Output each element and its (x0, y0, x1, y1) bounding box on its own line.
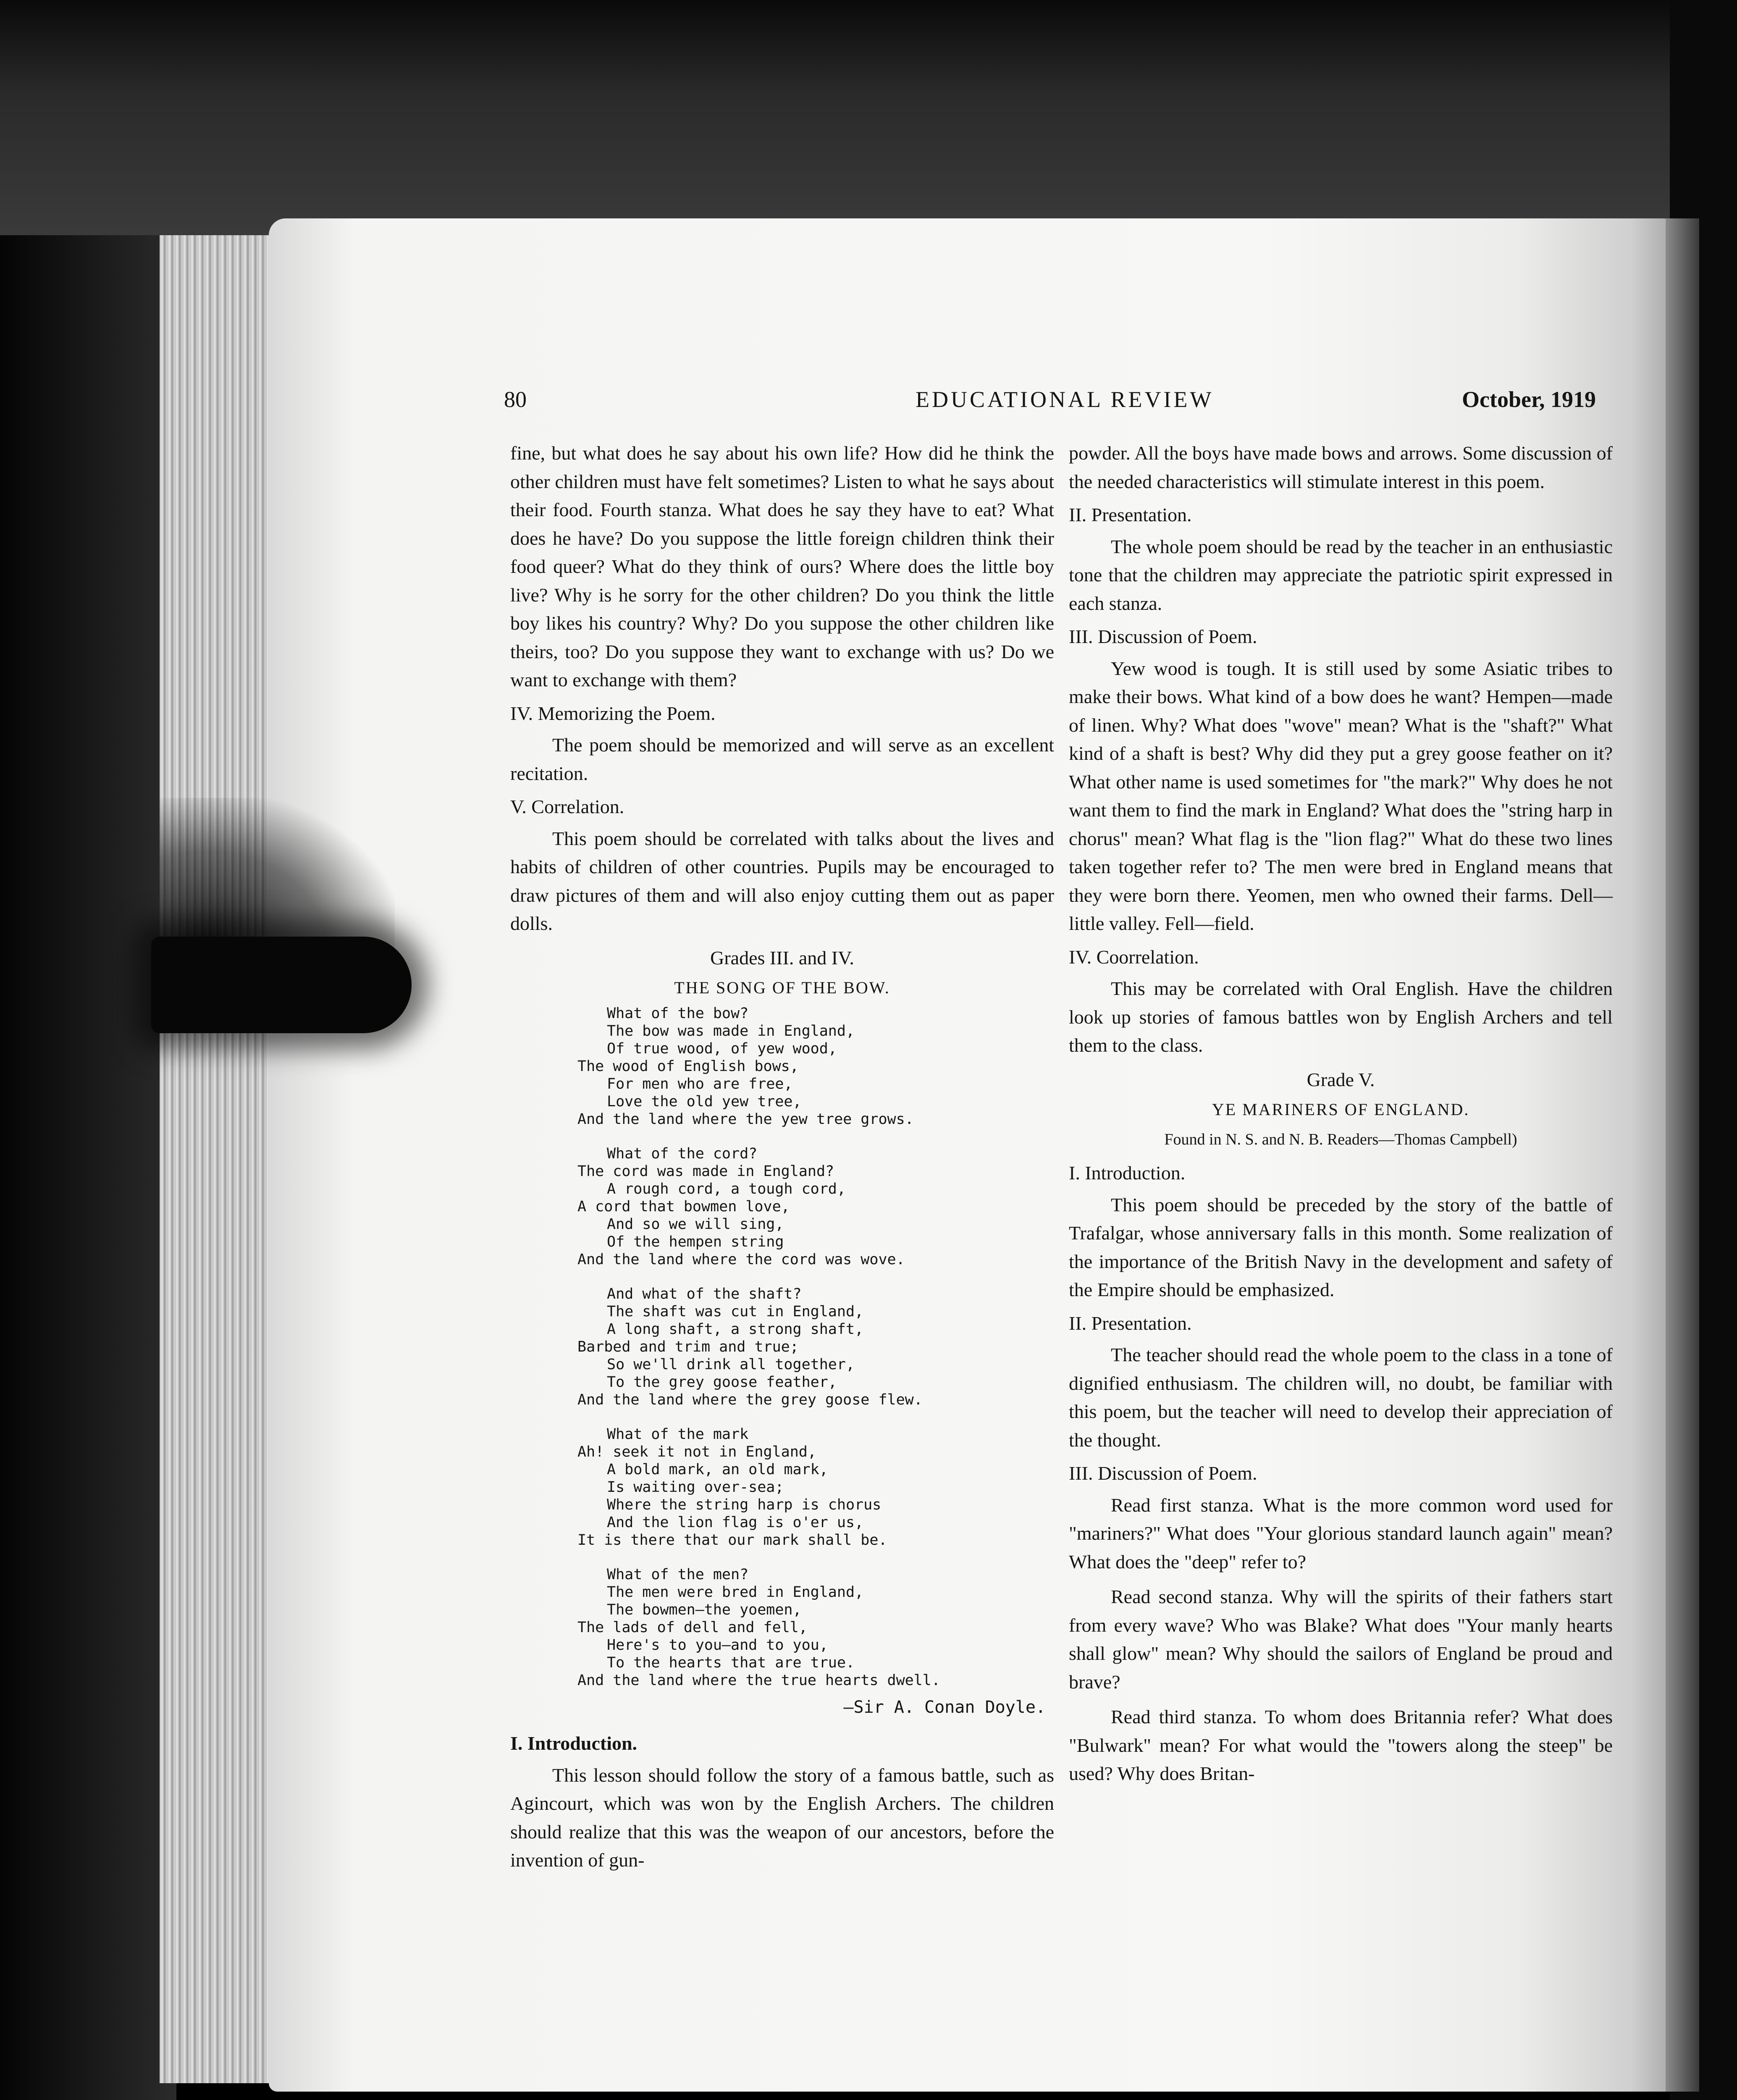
running-head (504, 386, 1596, 420)
poem-stanza (577, 1145, 1054, 1268)
poem-line: Here's to you—and to you, (607, 1636, 828, 1654)
poem-stanza (577, 1285, 1054, 1409)
book-page-edges (160, 235, 286, 2083)
scan-backdrop-left (0, 235, 176, 2100)
paragraph: Yew wood is tough. It is still used by some Asiatic tribes to make their bows. What kind of a bow does he want? Hempen—made of linen. Why? What does "wove" mean? What is the "shaft?" What kind of a shaft is best? Why did they put a grey goose feather on it? What other name is used sometimes for "the mark?" Why does he not want them to find the mark in England? What does the "string harp in chorus" mean? What flag is the "lion flag?" What do these two lines taken together refer to? The men were bred in England means that they were born there. Yeomen, men who owned their farms. Dell—little valley. Fell—field. (1069, 657, 1613, 934)
paragraph: The teacher should read the whole poem to the class in a tone of dignified enthusiasm. The children will, no doubt, be familiar with this poem, but the teacher will need to develop their appreciation of the thought. (1069, 1344, 1613, 1451)
section-heading: IV. Coorrelation. (1069, 946, 1199, 968)
thumb (151, 937, 412, 1033)
poem-line: Barbed and trim and true; (577, 1338, 799, 1355)
paragraph: This may be correlated with Oral English. Have the children look up stories of famous battles won by English Archers and tell them to the class. (1069, 978, 1613, 1056)
paragraph: fine, but what does he say about his own life? How did he think the other children must have felt sometimes? Listen to what he says about their food. Fourth stanza. What does he say they have to eat? What does he have? Do you suppose the little foreign children think their food queer? What do they think of ours? Where does the little boy live? Why is he sorry for the other children? Do you think the little boy likes his country? Why? Do you suppose the other children like theirs, too? Do you suppose they want to exchange with us? Do we want to exchange with them? (510, 442, 1054, 690)
poem-line: And what of the shaft? (607, 1285, 802, 1302)
poem-line: And the land where the yew tree grows. (577, 1110, 914, 1128)
poem-title: YE MARINERS OF ENGLAND. (1212, 1100, 1470, 1119)
poem-line: What of the bow? (607, 1005, 749, 1022)
section-heading: IV. Memorizing the Poem. (510, 702, 716, 724)
poem-line: The cord was made in England? (577, 1163, 834, 1180)
poem-line: To the grey goose feather, (607, 1373, 837, 1391)
paragraph: The poem should be memorized and will serve as an excellent recitation. (510, 734, 1054, 784)
issue-date: October, 1919 (1462, 387, 1596, 412)
poem-line: Where the string harp is chorus (607, 1496, 882, 1513)
grade-heading: Grades III. and IV. (710, 947, 854, 969)
poem-line: Ah! seek it not in England, (577, 1443, 816, 1460)
grade-heading: Grade V. (1307, 1068, 1375, 1090)
poem-line: So we'll drink all together, (607, 1356, 855, 1373)
poem-line: And the land where the cord was wove. (577, 1251, 905, 1268)
poem-line: Is waiting over-sea; (607, 1478, 784, 1496)
poem-stanza (577, 1425, 1054, 1549)
poem-stanza (577, 1566, 1054, 1689)
left-column (510, 439, 1054, 1874)
poem-line: And the lion flag is o'er us, (607, 1514, 864, 1531)
paragraph: Read second stanza. Why will the spirits of their fathers start from every wave? Who was Blake? What does "Your manly hearts shall glow" mean? Why should the sailors of England be proud and brave? (1069, 1586, 1613, 1693)
poem-line: For men who are free, (607, 1075, 793, 1092)
section-heading: II. Presentation. (1069, 1312, 1192, 1334)
poem-line: A cord that bowmen love, (577, 1198, 790, 1215)
poem-line: The bowmen—the yoemen, (607, 1601, 802, 1618)
paragraph: This lesson should follow the story of a famous battle, such as Agincourt, which was won by the English Archers. The children should realize that this was the weapon of our ancestors, before the invention of gun- (510, 1764, 1054, 1871)
paragraph: powder. All the boys have made bows and arrows. Some discussion of the needed characteristics will stimulate interest in this poem. (1069, 442, 1613, 492)
poem-stanza (577, 1005, 1054, 1128)
poem-line: A long shaft, a strong shaft, (607, 1320, 864, 1338)
poem-line: Love the old yew tree, (607, 1093, 802, 1110)
scan-backdrop-top (0, 0, 1737, 235)
poem-line: And the land where the grey goose flew. (577, 1391, 923, 1408)
section-heading: I. Introduction. (510, 1732, 638, 1754)
paragraph: Read third stanza. To whom does Britannia refer? What does "Bulwark" mean? For what would the "towers along the steep" be used? Why does Britan- (1069, 1706, 1613, 1784)
poem-line: It is there that our mark shall be. (577, 1531, 887, 1549)
section-heading: I. Introduction. (1069, 1162, 1186, 1184)
poem-line: The bow was made in England, (607, 1022, 855, 1040)
poem-line: To the hearts that are true. (607, 1654, 855, 1671)
poem-line: The men were bred in England, (607, 1583, 864, 1601)
page-number: 80 (504, 387, 527, 412)
paragraph: Read first stanza. What is the more common word used for "mariners?" What does "Your glorious standard launch again" mean? What does the "deep" refer to? (1069, 1494, 1613, 1572)
poem-line: A bold mark, an old mark, (607, 1461, 828, 1478)
poem-source: Found in N. S. and N. B. Readers—Thomas Campbell) (1164, 1130, 1517, 1148)
poem-line: A rough cord, a tough cord, (607, 1180, 846, 1197)
poem-line: Of true wood, of yew wood, (607, 1040, 837, 1057)
poem-line: What of the cord? (607, 1145, 758, 1162)
section-heading: III. Discussion of Poem. (1069, 626, 1257, 647)
paragraph: This poem should be correlated with talks about the lives and habits of children of other countries. Pupils may be encouraged to draw pictures of them and will also enjoy cutting them out as paper dolls. (510, 827, 1054, 934)
poem-author: —Sir A. Conan Doyle. (843, 1697, 1046, 1717)
poem-line: And the land where the true hearts dwell. (577, 1672, 940, 1689)
poem (510, 1005, 1054, 1689)
poem-line: The lads of dell and fell, (577, 1619, 808, 1636)
poem-line: The shaft was cut in England, (607, 1303, 864, 1320)
section-heading: V. Correlation. (510, 796, 624, 817)
section-heading: II. Presentation. (1069, 504, 1192, 525)
poem-line: And so we will sing, (607, 1215, 784, 1233)
poem-line: What of the men? (607, 1566, 749, 1583)
journal-title: EDUCATIONAL REVIEW (916, 387, 1214, 412)
poem-line: What of the mark (607, 1425, 749, 1443)
poem-line: The wood of English bows, (577, 1058, 799, 1075)
section-heading: III. Discussion of Poem. (1069, 1462, 1257, 1484)
book-spine-curl (1666, 218, 1699, 2092)
paragraph: This poem should be preceded by the story of the battle of Trafalgar, whose anniversary falls in this month. Some realization of the importance of the British Navy in the development and safety of the Empire should be emphasized. (1069, 1194, 1613, 1300)
right-column (1069, 439, 1613, 1788)
paragraph: The whole poem should be read by the teacher in an enthusiastic tone that the children may appreciate the patriotic spirit expressed in each stanza. (1069, 536, 1613, 614)
poem-line: Of the hempen string (607, 1233, 784, 1250)
poem-title: THE SONG OF THE BOW. (674, 978, 890, 997)
